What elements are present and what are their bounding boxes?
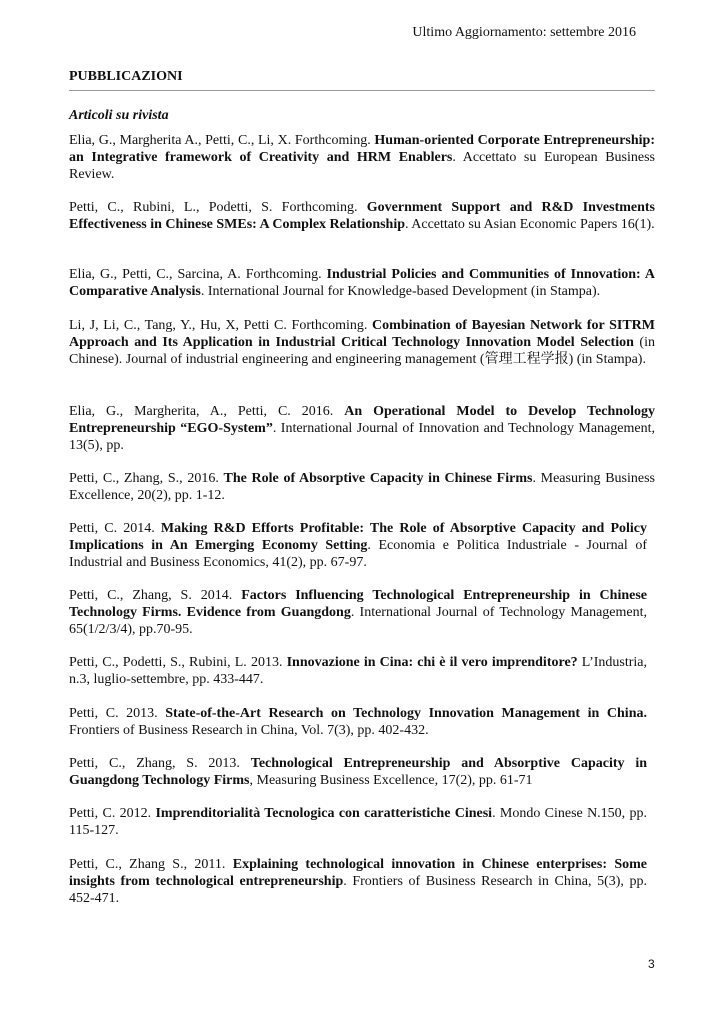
publication-venue: L’Industria, n.3, luglio-settembre, pp. 433-447.: [69, 655, 648, 687]
publication-title: An Operational Model to Develop Technology Entrepreneurship “EGO-System”: [69, 404, 655, 436]
publication-authors: Petti, C., Zhang, S. 2014.: [69, 588, 242, 603]
publication-authors: Petti, C., Podetti, S., Rubini, L. 2013.: [69, 655, 287, 670]
publication-entry: [69, 318, 655, 368]
publication-title: Human-oriented Corporate Entrepreneurship: an Integrative framework of Creativity and HRM Enablers: [69, 133, 656, 165]
publication-venue: . Accettato su Asian Economic Papers 16(1).: [405, 216, 655, 232]
page-number: 3: [648, 957, 655, 971]
publication-entry: [69, 706, 647, 740]
publication-venue: . International Journal of Technology Management, 65(1/2/3/4), pp.70-95.: [69, 604, 648, 637]
publication-entry: [69, 756, 647, 790]
publication-authors: Elia, G., Petti, C., Sarcina, A. Forthcoming.: [69, 267, 327, 282]
publication-title: Government Support and R&D Investments Effectiveness in Chinese SMEs: A Complex Relationship: [69, 200, 656, 232]
section-divider: [69, 90, 655, 91]
publication-title: Industrial Policies and Communities of Innovation: A Comparative Analysis: [69, 267, 655, 299]
publication-entry: [69, 806, 647, 840]
publication-authors: Petti, C., Zhang S., 2011.: [69, 857, 233, 872]
publication-venue: . Measuring Business Excellence, 20(2), pp. 1-12.: [69, 471, 655, 503]
publication-venue: , Measuring Business Excellence, 17(2), pp. 61-71: [249, 772, 533, 788]
last-update-header: Ultimo Aggiornamento: settembre 2016: [412, 25, 636, 40]
publication-authors: Elia, G., Margherita, A., Petti, C. 2016.: [69, 404, 345, 419]
section-title: PUBBLICAZIONI: [69, 69, 183, 84]
publication-authors: Elia, G., Margherita A., Petti, C., Li, X. Forthcoming.: [69, 133, 375, 148]
publication-title: Technological Entrepreneurship and Absorptive Capacity in Guangdong Technology Firms: [69, 756, 648, 788]
publication-authors: Li, J, Li, C., Tang, Y., Hu, X, Petti C. Forthcoming.: [69, 318, 373, 333]
publication-venue: . International Journal of Innovation and Technology Management, 13(5), pp.: [69, 420, 655, 453]
publication-title: Factors Influencing Technological Entrepreneurship in Chinese Technology Firms. Evidence from Guangdong: [69, 588, 647, 620]
publication-title: Innovazione in Cina: chi è il vero imprenditore?: [286, 655, 578, 670]
publication-entry: [69, 404, 655, 454]
publication-venue: . International Journal for Knowledge-based Development (in Stampa).: [200, 283, 601, 299]
publication-entry: [69, 133, 655, 183]
publication-venue: . Mondo Cinese N.150, pp. 115-127.: [69, 806, 647, 838]
publication-entry: [69, 655, 647, 689]
publication-title: State-of-the-Art Research on Technology Innovation Management in China.: [165, 706, 647, 721]
publication-authors: Petti, C. 2012.: [69, 806, 156, 821]
publication-authors: Petti, C. 2014.: [69, 521, 161, 536]
publication-title: The Role of Absorptive Capacity in Chinese Firms: [223, 471, 533, 486]
publication-entry: [69, 521, 647, 571]
publication-venue: Frontiers of Business Research in China, Vol. 7(3), pp. 402-432.: [69, 722, 429, 738]
subsection-title: Articoli su rivista: [69, 108, 169, 123]
publication-entry: [69, 588, 647, 638]
publication-venue: . Frontiers of Business Research in China, 5(3), pp. 452-471.: [69, 873, 647, 906]
publication-venue: . Economia e Politica Industriale - Journal of Industrial and Business Economics, 41(2), pp. 67-97.: [69, 537, 647, 570]
publication-venue: (in Chinese). Journal of industrial engineering and engineering management (管理工程学报) (in Stampa).: [69, 334, 655, 367]
publication-title: Combination of Bayesian Network for SITRM Approach and Its Application in Industrial Critical Technology Innovation Model Selection: [69, 318, 655, 350]
publication-entry: [69, 471, 655, 505]
publication-venue: . Accettato su European Business Review.: [69, 149, 655, 182]
publication-authors: Petti, C. 2013.: [69, 706, 166, 721]
publication-entry: [69, 857, 647, 907]
publication-entry: [69, 200, 655, 234]
publication-title: Imprenditorialità Tecnologica con caratteristiche Cinesi: [155, 806, 493, 821]
publication-authors: Petti, C., Zhang, S., 2016.: [69, 471, 224, 486]
publication-authors: Petti, C., Rubini, L., Podetti, S. Forthcoming.: [69, 200, 367, 215]
publication-authors: Petti, C., Zhang, S. 2013.: [69, 756, 251, 771]
publication-title: Explaining technological innovation in Chinese enterprises: Some insights from technological entrepreneurship: [69, 857, 648, 889]
publication-title: Making R&D Efforts Profitable: The Role of Absorptive Capacity and Policy Implications in An Emerging Economy Setting: [69, 521, 647, 553]
publication-entry: [69, 267, 655, 301]
